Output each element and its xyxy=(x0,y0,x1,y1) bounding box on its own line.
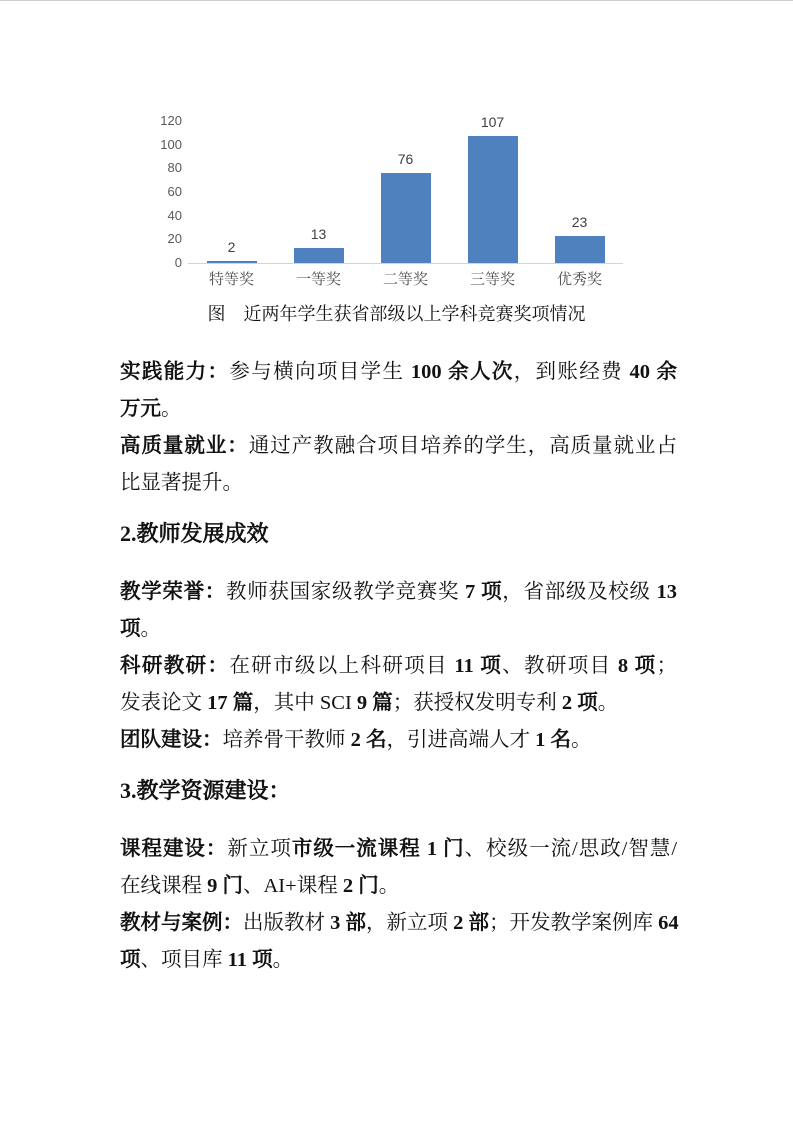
text-segment: ，省部级及校级 xyxy=(502,581,657,603)
text-segment: ；开发教学案例库 xyxy=(489,912,659,934)
bar-value-label: 13 xyxy=(310,226,327,242)
text-line xyxy=(120,469,677,497)
text-segment: ；获授权发明专利 xyxy=(392,692,562,714)
text-segment: 9 门 xyxy=(207,875,243,897)
text-segment: 。 xyxy=(140,618,161,640)
text-segment: 万元 xyxy=(120,398,161,420)
text-segment: 11 项 xyxy=(454,655,503,677)
text-segment: 科研教研： xyxy=(120,655,230,677)
bar-value-label: 23 xyxy=(571,214,588,230)
y-axis-tick-label: 40 xyxy=(167,207,182,223)
text-segment: 9 篇 xyxy=(356,692,393,714)
x-axis-category-label: 二等奖 xyxy=(382,271,428,288)
x-axis-category-label: 三等奖 xyxy=(469,271,515,288)
text-segment: 团队建设： xyxy=(120,729,223,751)
text-segment: ，到账经费 xyxy=(513,361,630,383)
section-heading xyxy=(120,777,677,805)
text-line xyxy=(120,578,677,606)
y-axis-tick-label: 120 xyxy=(160,113,182,128)
text-segment: 7 项 xyxy=(465,581,503,603)
text-line xyxy=(120,946,677,974)
text-segment: 在研市级以上科研项目 xyxy=(229,655,455,677)
y-axis-tick-label: 80 xyxy=(167,160,182,176)
y-axis-tick-label: 60 xyxy=(167,184,182,199)
text-line xyxy=(120,726,677,754)
text-segment: 3 部 xyxy=(330,912,366,934)
text-line xyxy=(120,652,677,680)
text-segment: 发表论文 xyxy=(120,692,208,714)
text-segment: 通过产教融合项目培养的学生，高质量就业占 xyxy=(248,435,678,457)
text-line xyxy=(120,395,677,423)
section-heading xyxy=(120,520,677,548)
x-axis-category-label: 优秀奖 xyxy=(556,271,602,288)
text-segment: 、校级一流/思政/智慧/ xyxy=(464,838,678,860)
text-segment: 。 xyxy=(378,875,400,897)
text-segment: 。 xyxy=(272,949,294,971)
text-segment: 11 项 xyxy=(227,949,273,971)
text-line xyxy=(120,432,677,460)
text-segment: ，新立项 xyxy=(366,912,454,934)
figure-caption: 图 近两年学生获省部级以上学科竞赛奖项情况 xyxy=(207,304,586,324)
bar-value-label: 76 xyxy=(397,151,414,167)
text-segment: 教师获国家级教学竞赛奖 xyxy=(226,581,466,603)
text-segment: 、教研项目 xyxy=(502,655,618,677)
text-segment: 2 部 xyxy=(453,912,489,934)
text-segment: ，其中 SCI xyxy=(253,692,357,714)
document-text xyxy=(120,1,677,1122)
text-line xyxy=(120,909,677,937)
text-segment: 、项目库 xyxy=(140,949,228,971)
text-segment: 2 名 xyxy=(350,729,387,751)
text-segment: 2 项 xyxy=(561,692,598,714)
text-segment: 64 xyxy=(658,912,679,934)
text-segment: 。 xyxy=(161,398,182,420)
text-segment: 新立项 xyxy=(227,838,292,860)
text-segment: 、AI+课程 xyxy=(243,875,343,897)
text-segment: 1 名 xyxy=(535,729,571,751)
x-axis-category-label: 一等奖 xyxy=(295,271,341,288)
text-line xyxy=(120,689,677,717)
text-segment: 。 xyxy=(571,729,592,751)
text-segment: 17 篇 xyxy=(207,692,254,714)
y-axis-tick-label: 20 xyxy=(167,231,182,247)
text-segment: ，引进高端人才 xyxy=(386,729,536,751)
text-segment: 。 xyxy=(597,692,619,714)
text-segment: 40 余 xyxy=(629,361,678,383)
text-segment: 3.教学资源建设： xyxy=(120,778,291,803)
y-axis-tick-label: 100 xyxy=(160,136,182,152)
text-segment: 参与横向项目学生 xyxy=(229,361,411,383)
y-axis-tick-label: 0 xyxy=(174,255,182,270)
text-segment: 2.教师发展成效 xyxy=(120,521,269,546)
text-segment: 出版教材 xyxy=(243,912,331,934)
text-segment: 教学荣誉： xyxy=(120,581,226,603)
bar-value-label: 107 xyxy=(480,114,505,130)
text-segment: 在线课程 xyxy=(120,875,208,897)
text-segment: 项 xyxy=(120,618,141,640)
text-segment: 实践能力： xyxy=(120,361,230,383)
text-line xyxy=(120,835,677,863)
text-segment: 项 xyxy=(120,949,141,971)
text-line xyxy=(120,358,677,386)
text-line xyxy=(120,615,677,643)
text-segment: 教材与案例： xyxy=(120,912,243,934)
text-segment: 8 项 xyxy=(617,655,657,677)
text-segment: 市级一流课程 1 门 xyxy=(291,838,465,860)
text-line xyxy=(120,872,677,900)
text-segment: ； xyxy=(656,655,678,677)
text-segment: 比显著提升。 xyxy=(120,472,243,494)
text-segment: 2 门 xyxy=(342,875,379,897)
text-segment: 培养骨干教师 xyxy=(222,729,351,751)
text-segment: 高质量就业： xyxy=(120,435,249,457)
text-segment: 13 xyxy=(656,581,678,603)
bar-value-label: 2 xyxy=(227,239,236,255)
text-segment: 课程建设： xyxy=(120,838,228,860)
x-axis-category-label: 特等奖 xyxy=(208,271,254,288)
text-segment: 100 余人次 xyxy=(410,361,514,383)
